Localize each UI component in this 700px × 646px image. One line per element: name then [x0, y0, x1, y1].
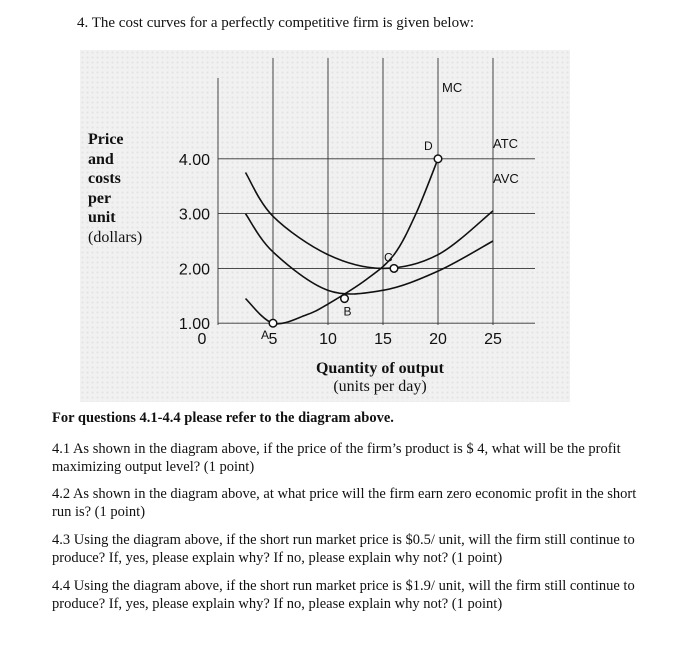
question-4-4: 4.4 Using the diagram above, if the short run market price is $1.9/ unit, will the firm still continue to produce? If, yes, please explain why? If no, please explain why not? (1 point) — [52, 578, 635, 612]
y-axis-label-line: costs — [88, 170, 121, 187]
question-4-2: 4.2 As shown in the diagram above, at what price will the firm earn zero economic profit in the short run is? (1 point) — [52, 486, 637, 520]
y-axis-label-line: per — [88, 189, 112, 207]
y-axis-label-line: (dollars) — [88, 228, 143, 246]
point-d-label: D — [424, 138, 433, 153]
series-atc-curve — [246, 173, 494, 269]
point-b-marker — [341, 295, 349, 303]
x-tick-label: 5 — [268, 331, 278, 348]
y-tick-label: 4.00 — [178, 151, 210, 169]
point-d-marker — [434, 155, 442, 163]
x-axis-label: Quantity of output — [315, 360, 445, 377]
point-c-marker — [390, 265, 398, 273]
x-axis-units-label: (units per day) — [333, 378, 427, 395]
x-tick-label: 25 — [484, 331, 502, 348]
question-4-1: 4.1 As shown in the diagram above, if the price of the firm’s product is $ 4, what will be the profit maximizing output level? (1 point) — [52, 441, 621, 475]
point-a-marker — [269, 319, 277, 327]
y-tick-label: 3.00 — [178, 206, 210, 224]
question-title: 4. The cost curves for a perfectly competitive firm is given below: — [77, 15, 475, 31]
y-axis-label-line: and — [88, 150, 114, 168]
questions-intro: For questions 4.1-4.4 please refer to the diagram above. — [52, 410, 394, 426]
y-axis-label-line: unit — [88, 209, 116, 226]
series-label-mc: MC — [442, 80, 463, 95]
y-tick-label: 1.00 — [178, 316, 210, 334]
y-axis-label-line: Price — [88, 131, 124, 148]
question-4-3: 4.3 Using the diagram above, if the short run market price is $0.5/ unit, will the firm still continue to produce? If, yes, please explain why? If no, please explain why not? (1 point) — [52, 532, 635, 566]
point-c-label: C — [384, 250, 393, 265]
point-b-label: B — [343, 304, 352, 319]
x-tick-label: 0 — [197, 331, 207, 348]
x-tick-label: 20 — [429, 331, 447, 348]
y-tick-label: 2.00 — [178, 261, 210, 279]
x-tick-label: 15 — [374, 331, 392, 348]
x-tick-label: 10 — [319, 331, 337, 348]
point-a-label: A — [261, 328, 270, 343]
series-label-atc: ATC — [493, 136, 519, 151]
series-label-avc: AVC — [493, 171, 519, 186]
